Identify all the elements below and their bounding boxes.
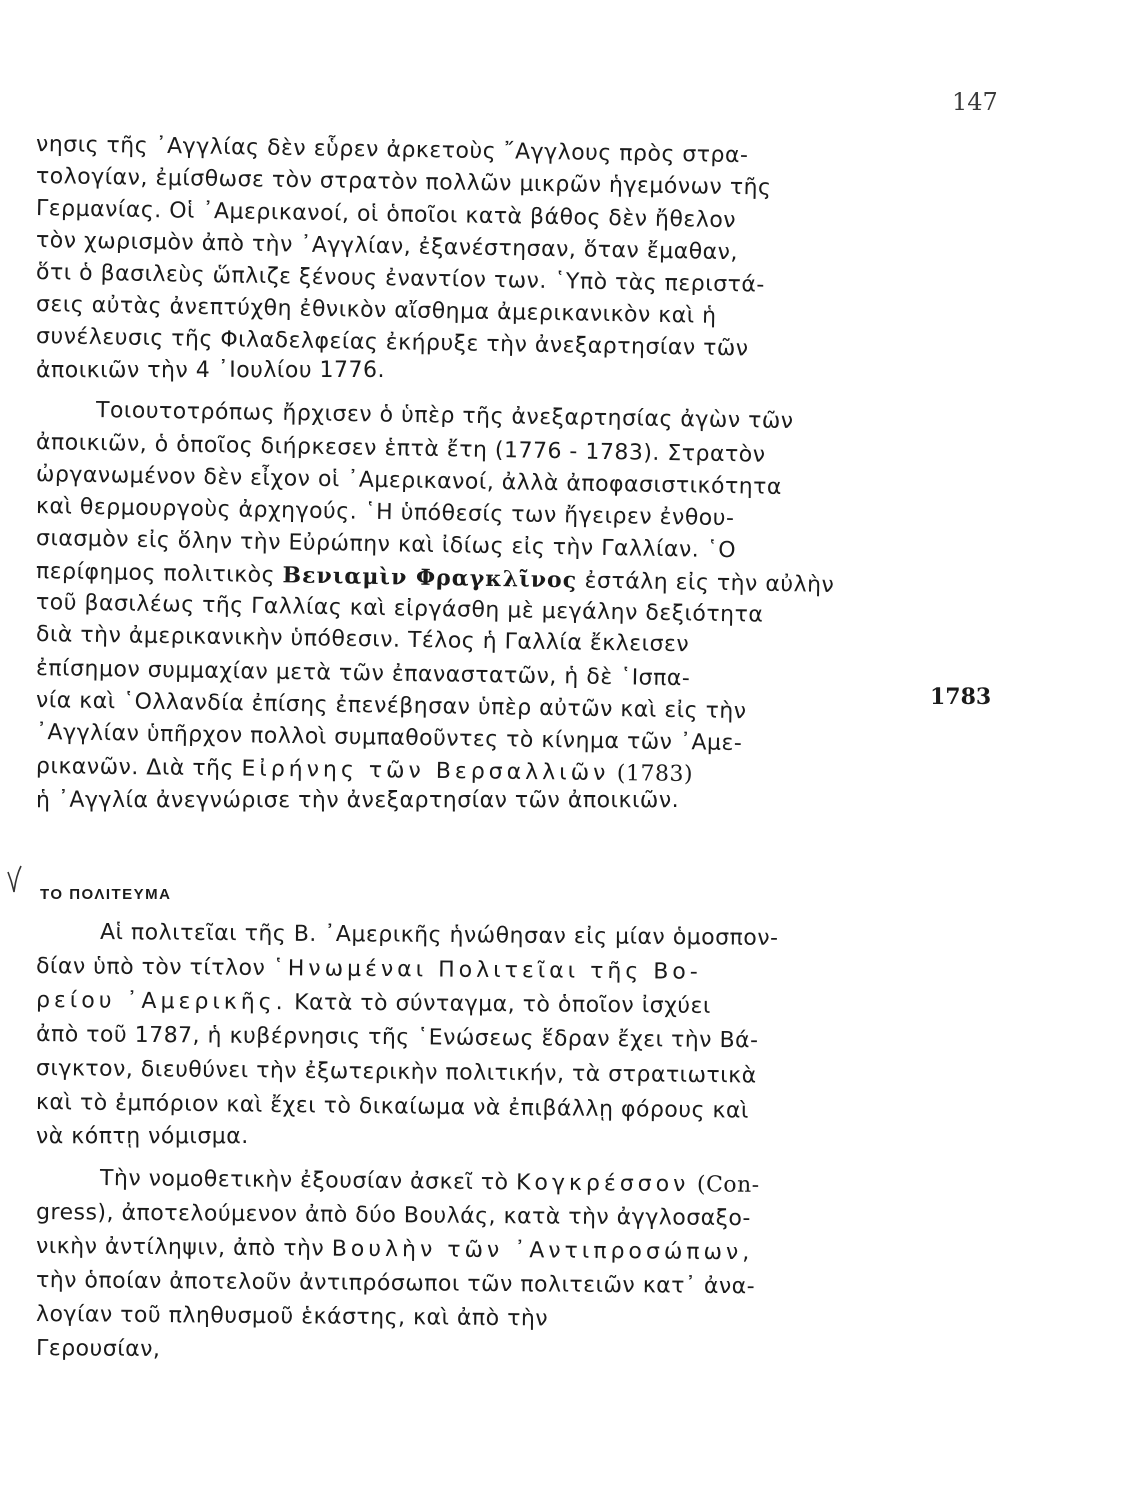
text-line: ἀποικιῶν τὴν 4 ᾿Ιουλίου 1776. [36,358,386,383]
text-line: Τὴν νομοθετικὴν ἐξουσίαν ἀσκεῖ τὸ Κογκρέσσον (Con- [99,1166,760,1198]
text-line: νὰ κόπτῃ νόμισμα. [36,1124,249,1149]
pencil-check-mark [4,862,24,896]
text-line: συνέλευσις τῆς Φιλαδελφείας ἐκήρυξε τὴν ἀνεξαρτησίαν τῶν [35,324,749,362]
text-line: δίαν ὑπὸ τὸν τίτλον ῾Ηνωμέναι Πολιτεῖαι τῆς Βο- [35,954,702,985]
text-line: διὰ τὴν ἀμερικανικὴν ὑπόθεσιν. Τέλος ἡ Γαλλία ἔκλεισεν [35,622,690,658]
text-line: τολογίαν, ἐμίσθωσε τὸν στρατὸν πολλῶν μικρῶν ἡγεμόνων τῆς [35,164,772,201]
page-number: 147 [952,88,998,116]
text-line: καὶ θερμουργοὺς ἀρχηγούς. ῾Η ὑπόθεσίς των ἤγειρεν ἐνθου- [35,494,735,532]
text-line: ἐπίσημον συμμαχίαν μετὰ τῶν ἐπαναστατῶν, ἡ δὲ ῾Ισπα- [35,656,691,692]
text-line: Γερουσίαν, [35,1336,161,1363]
text-line: Τοιουτοτρόπως ἤρχισεν ὁ ὑπὲρ τῆς ἀνεξαρτησίας ἀγὼν τῶν [95,398,794,434]
section-heading: ΤΟ ΠΟΛΙΤΕΥΜΑ [40,886,172,903]
text-line: ρικανῶν. Διὰ τῆς Εἰρήνης τῶν Βερσαλλιῶν (1783) [35,754,694,788]
spaced-term: Εἰρήνης τῶν Βερσαλλιῶν [241,756,610,787]
text-line: λογίαν τοῦ πληθυσμοῦ ἑκάστης, καὶ ἀπὸ τὴν [35,1302,549,1332]
text-line: ὠργανωμένον δὲν εἶχον οἱ ᾿Αμερικανοί, ἀλλὰ ἀποφασιστικότητα [35,462,783,501]
text-line: ὅτι ὁ βασιλεὺς ὥπλιζε ξένους ἐναντίον των. ῾Υπὸ τὰς περιστά- [35,260,766,298]
text-line: σεις αὐτὰς ἀνεπτύχθη ἐθνικὸν αἴσθημα ἀμερικανικὸν καὶ ἡ [35,292,717,329]
text-line: ᾿Αγγλίαν ὑπῆρχον πολλοὶ συμπαθοῦντες τὸ κίνημα τῶν ᾿Αμε- [35,720,743,757]
text-line: περίφημος πολιτικὸς Βενιαμὶν Φραγκλῖνος ἐστάλη εἰς τὴν αὐλὴν [35,559,835,598]
text-line: σιασμὸν εἰς ὅλην τὴν Εὐρώπην καὶ ἰδίως εἰς τὴν Γαλλίαν. ῾Ο [35,526,737,564]
text-line: τὴν ὁποίαν ἀποτελοῦν ἀντιπρόσωποι τῶν πολιτειῶν κατ᾿ ἀνα- [35,1268,756,1300]
text-line: ἀπὸ τοῦ 1787, ἡ κυβέρνησις τῆς ῾Ενώσεως ἕδραν ἔχει τὴν Βά- [35,1022,759,1054]
text-line: τὸν χωρισμὸν ἀπὸ τὴν ᾿Αγγλίαν, ἐξανέστησαν, ὅταν ἔμαθαν, [35,228,739,266]
text-line: νία καὶ ῾Ολλανδία ἐπίσης ἐπενέβησαν ὑπὲρ αὐτῶν καὶ εἰς τὴν [35,688,747,725]
text-line: ἀποικιῶν, ὁ ὁποῖος διήρκεσεν ἑπτὰ ἔτη (1776 - 1783). Στρατὸν [35,430,766,468]
margin-year: 1783 [930,684,992,710]
text-line: ἡ ᾿Αγγλία ἀνεγνώρισε τὴν ἀνεξαρτησίαν τῶν ἀποικιῶν. [36,788,680,813]
text-line: καὶ τὸ ἐμπόριον καὶ ἔχει τὸ δικαίωμα νὰ ἐπιβάλλῃ φόρους καὶ [35,1090,750,1124]
text-line: gress), ἀποτελούμενον ἀπὸ δύο Βουλάς, κατὰ τὴν ἀγγλοσαξο- [35,1200,751,1232]
text-line: νικὴν ἀντίληψιν, ἀπὸ τὴν Βουλὴν τῶν ᾿Αντιπροσώπων, [35,1234,754,1266]
text-line: τοῦ βασιλέως τῆς Γαλλίας καὶ εἰργάσθη μὲ μεγάλην δεξιότητα [35,590,764,628]
text-line: Αἱ πολιτεῖαι τῆς Β. ᾿Αμερικῆς ἡνώθησαν εἰς μίαν ὁμοσπον- [99,920,779,951]
text-line: σιγκτον, διευθύνει τὴν ἐξωτερικὴν πολιτικήν, τὰ στρατιωτικὰ [35,1056,757,1089]
text-line: ρείου ᾿Αμερικῆς. Κατὰ τὸ σύνταγμα, τὸ ὁποῖον ἰσχύει [35,988,712,1019]
text-line: νησις τῆς ᾿Αγγλίας δὲν εὗρεν ἀρκετοὺς ῎Αγγλους πρὸς στρα- [35,132,749,169]
text-line: Γερμανίας. Οἱ ᾿Αμερικανοί, οἱ ὁποῖοι κατὰ βάθος δὲν ἤθελον [35,196,737,234]
bold-name: Βενιαμὶν Φραγκλῖνος [282,562,578,594]
